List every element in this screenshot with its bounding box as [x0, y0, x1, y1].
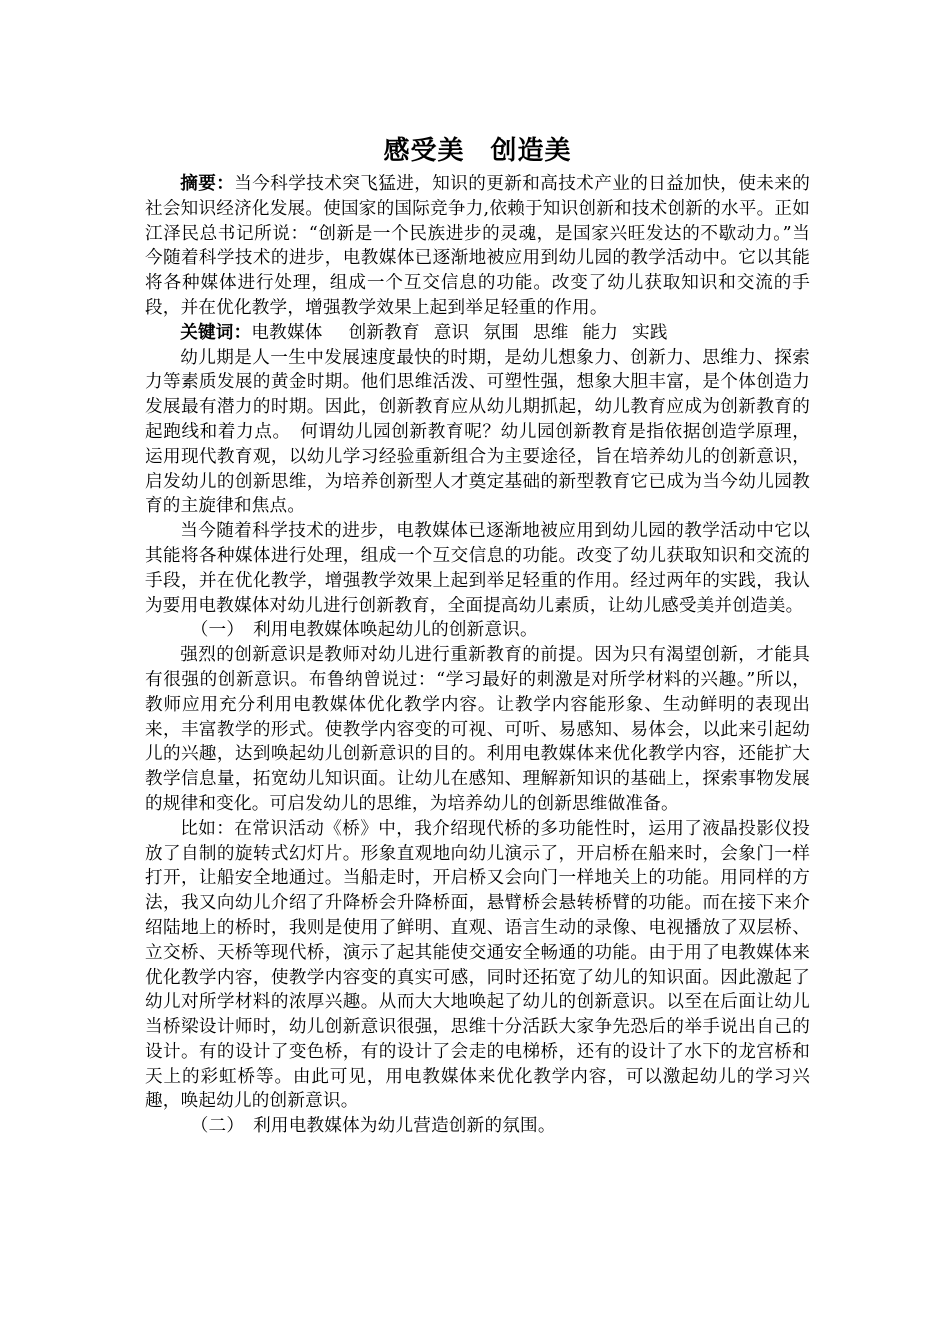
body-paragraph: 当今随着科学技术的进步，电教媒体已逐渐地被应用到幼儿园的教学活动中它以其能将各种媒体进行处理，组成一个互交信息的功能。改变了幼儿获取知识和交流的手段，并在优化教学，增强教学效果上起到举足轻重的作用。经过两年的实践，我认为要用电教媒体对幼儿进行创新教育，全面提高幼儿素质，让幼儿感受美并创造美。 [145, 521, 810, 616]
abstract-paragraph [145, 172, 810, 321]
document-title [145, 132, 810, 170]
keyword: 思维 [532, 322, 569, 343]
section-heading: （二） 利用电教媒体为幼儿营造创新的氛围。 [190, 1116, 556, 1137]
keyword: 电教媒体 [251, 322, 323, 343]
body-paragraph: 幼儿期是人一生中发展速度最快的时期，是幼儿想象力、创新力、思维力、探索力等素质发展的黄金时期。他们思维活泼、可塑性强，想象大胆丰富，是个体创造力发展最有潜力的时期。因此，创新教育应从幼儿期抓起，幼儿教育应成为创新教育的起跑线和着力点。 何谓幼儿园创新教育呢？幼儿园创新教育是指依据创造学原理，运用现代教育观，以幼儿学习经验重新组合为主要途径，旨在培养幼儿的创新意识，启发幼儿的创新思维，为培养创新型人才奠定基础的新型教育它已成为当今幼儿园教育的主旋律和焦点。 [145, 347, 810, 517]
body-paragraph: 比如：在常识活动《桥》中，我介绍现代桥的多功能性时，运用了液晶投影仪投放了自制的旋转式幻灯片。形象直观地向幼儿演示了，开启桥在船来时，会象门一样打开，让船安全地通过。当船走时，开启桥又会向门一样地关上的功能。用同样的方法，我又向幼儿介绍了升降桥会升降桥面，悬臂桥会悬转桥臂的功能。而在接下来介绍陆地上的桥时，我则是使用了鲜明、直观、语言生动的录像、电视播放了双层桥、立交桥、天桥等现代桥，演示了起其能使交通安全畅通的功能。由于用了电教媒体来优化教学内容，使教学内容变的真实可感，同时还拓宽了幼儿的知识面。因此激起了幼儿对所学材料的浓厚兴趣。从而大大地唤起了幼儿的创新意识。以至在后面让幼儿当桥梁设计师时，幼儿创新意识很强，思维十分活跃大家争先恐后的举手说出自己的设计。有的设计了变色桥，有的设计了会走的电梯桥，还有的设计了水下的龙宫桥和天上的彩虹桥等。由此可见，用电教媒体来优化教学内容，可以激起幼儿的学习兴趣，唤起幼儿的创新意识。 [145, 818, 810, 1112]
keywords-line [145, 321, 810, 346]
document-page [145, 132, 810, 1139]
keyword: 氛围 [483, 322, 519, 343]
keyword: 创新教育 [348, 322, 420, 343]
abstract-label: 摘要： [180, 173, 235, 194]
keyword: 能力 [582, 322, 619, 343]
keyword: 意识 [433, 322, 470, 343]
abstract-text: 当今科学技术突飞猛进，知识的更新和高技术产业的日益加快，使未来的社会知识经济化发展。使国家的国际竞争力,依赖于知识创新和技术创新的水平。正如江泽民总书记所说：“创新是一个民族进步的灵魂，是国家兴旺发达的不歇动力。”当今随着科学技术的进步，电教媒体已逐渐地被应用到幼儿园的教学活动中。它以其能将各种媒体进行处理，组成一个互交信息的功能。改变了幼儿获取知识和交流的手段，并在优化教学，增强教学效果上起到举足轻重的作用。 [145, 174, 811, 318]
title-part-2: 创造美 [490, 136, 572, 166]
title-part-1: 感受美 [383, 136, 465, 166]
keyword: 实践 [632, 322, 668, 343]
section-heading: （一） 利用电教媒体唤起幼儿的创新意识。 [190, 620, 538, 641]
body-paragraph: 强烈的创新意识是教师对幼儿进行重新教育的前提。因为只有渴望创新，才能具有很强的创新意识。布鲁纳曾说过：“学习最好的刺激是对所学材料的兴趣。”所以，教师应用充分利用电教媒体优化教学内容。让教学内容能形象、生动鲜明的表现出来，丰富教学的形式。使教学内容变的可视、可听、易感知、易体会，以此来引起幼儿的兴趣，达到唤起幼儿创新意识的目的。利用电教媒体来优化教学内容，还能扩大教学信息量，拓宽幼儿知识面。让幼儿在感知、理解新知识的基础上，探索事物发展的规律和变化。可启发幼儿的思维，为培养幼儿的创新思维做准备。 [145, 645, 810, 814]
keywords-label: 关键词： [180, 321, 252, 343]
